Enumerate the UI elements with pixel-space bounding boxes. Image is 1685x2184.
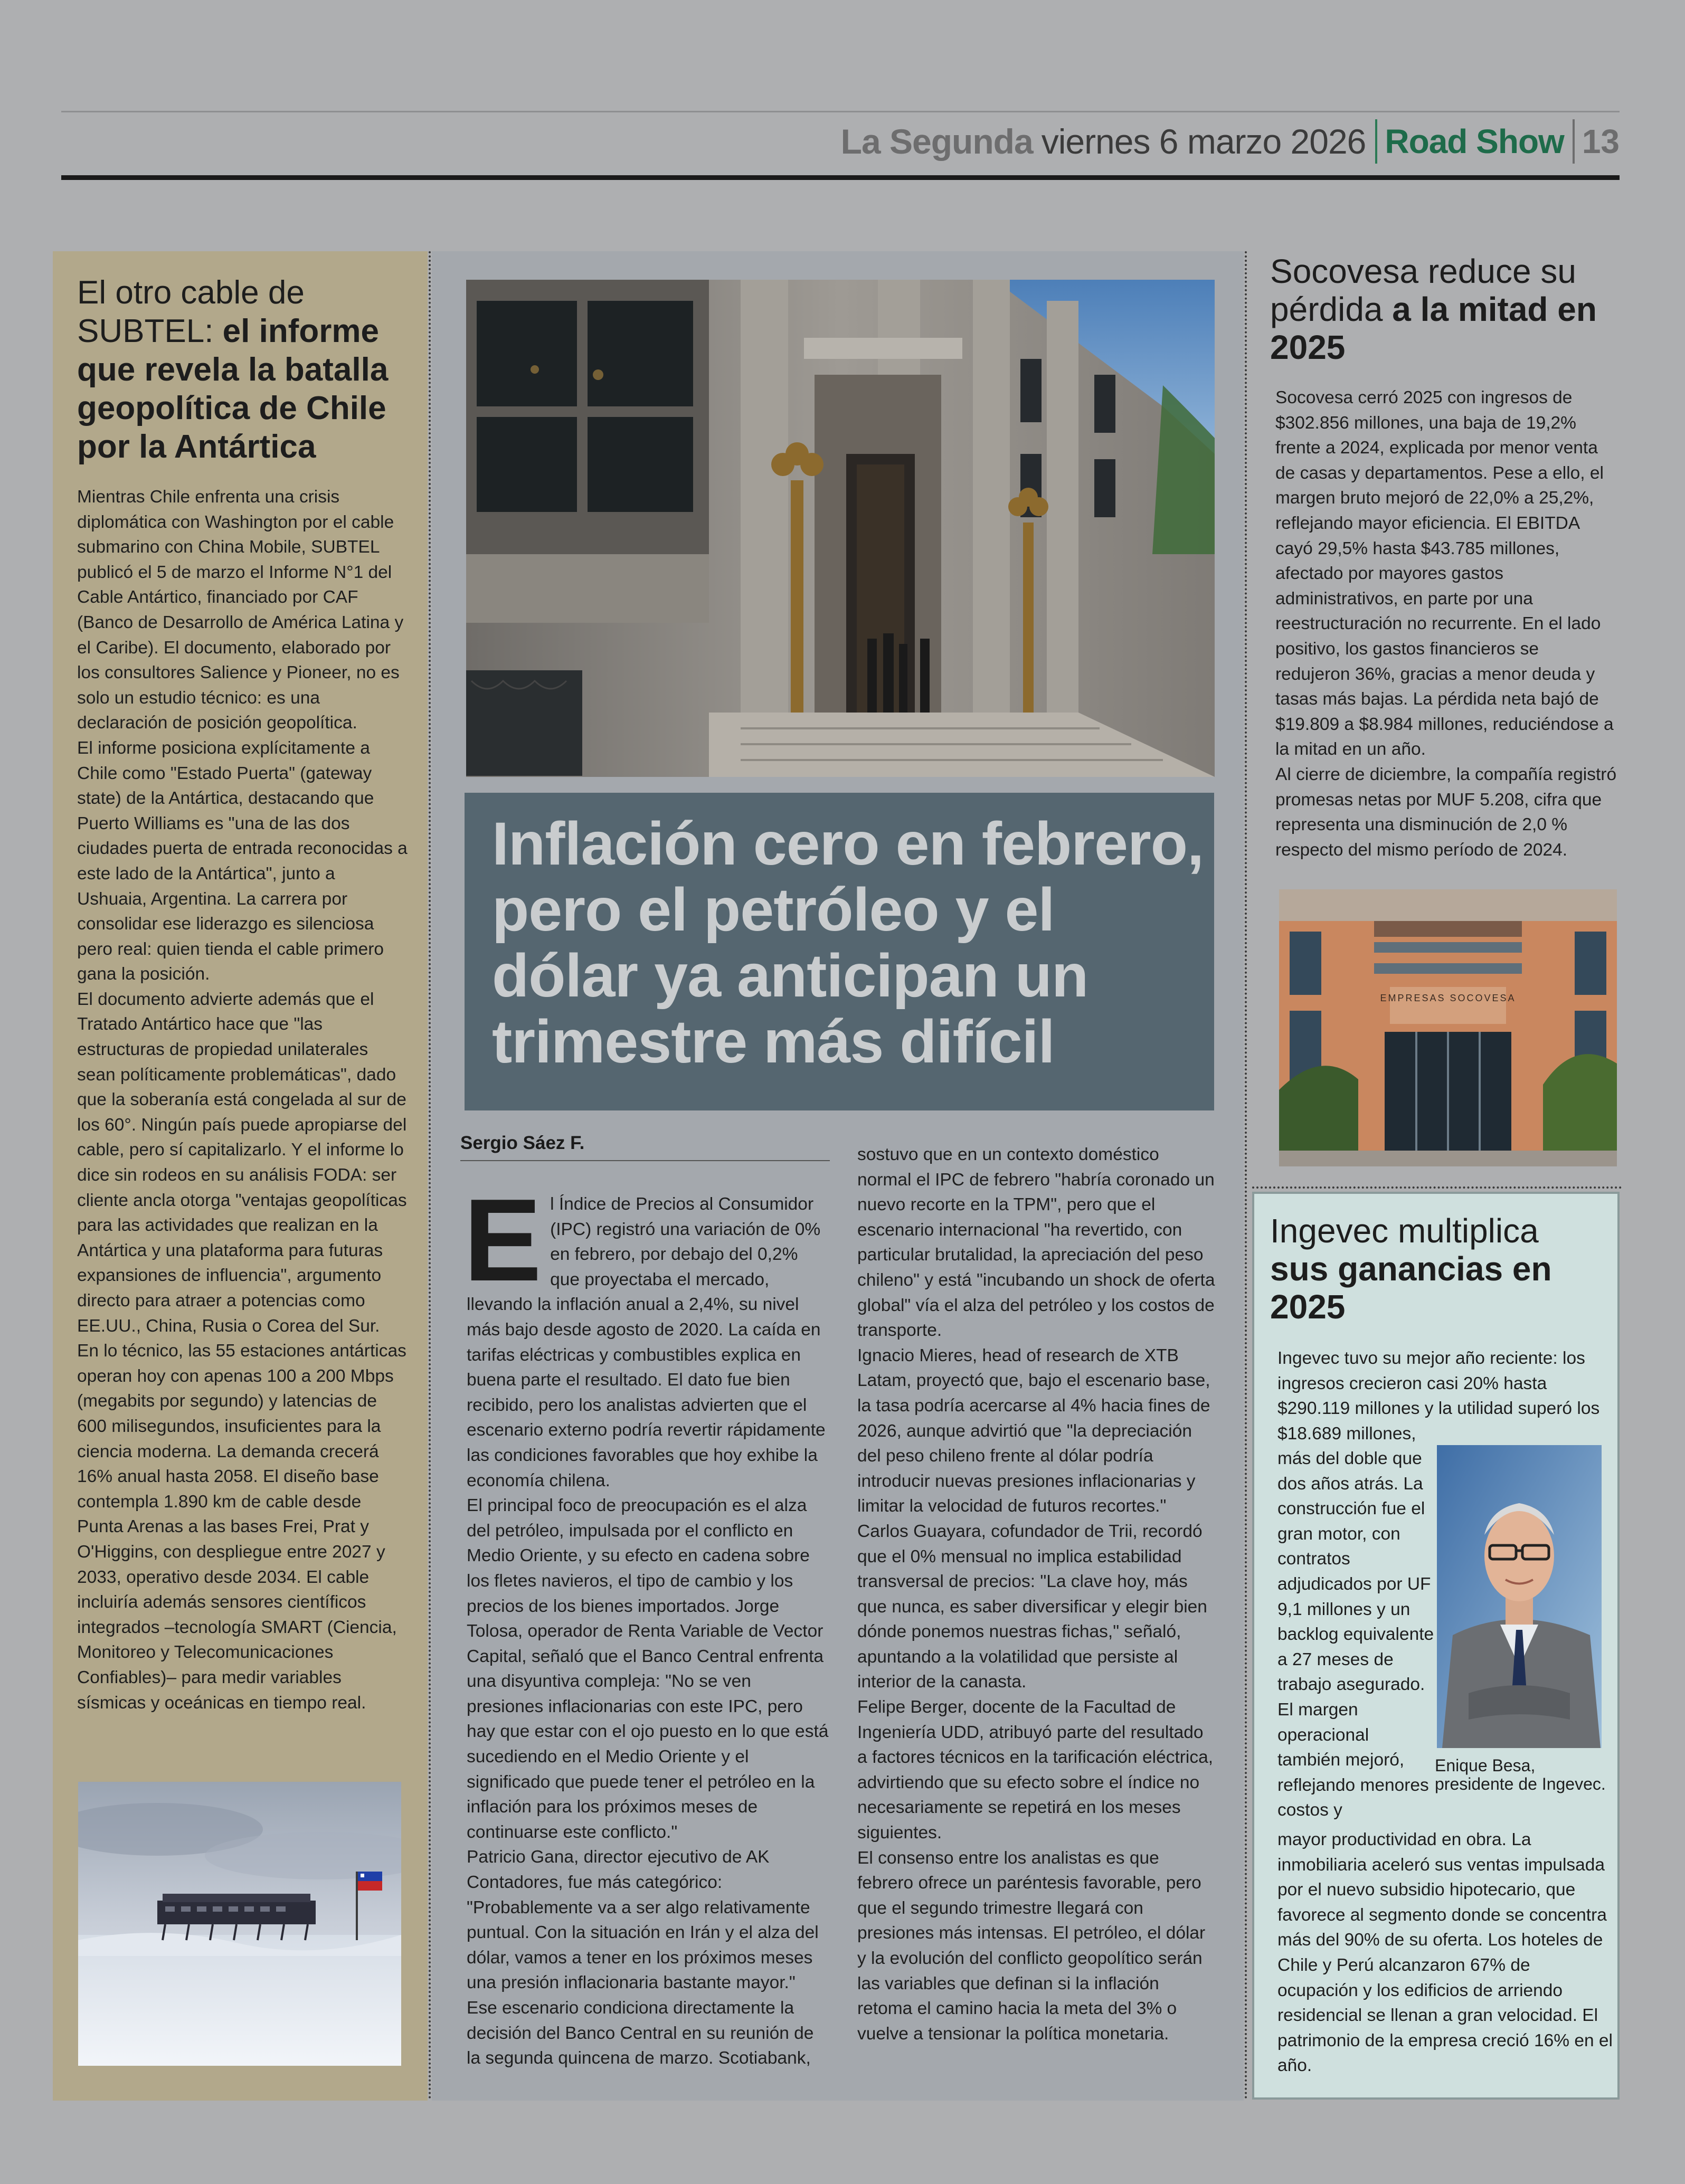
main-headline: Inflación cero en febrero, pero el petróleo y el dólar ya anticipan un trimestre más difícil	[492, 810, 1204, 1076]
paragraph: sostuvo que en un contexto doméstico normal el IPC de febrero "habría coronado un nuevo recorte en la TPM", pero que el escenario internacional "ha revertido, con particular brutalidad, la apreciación del peso chileno" y está "incubando un shock de oferta global" vía el alza del petróleo y los costos de transporte.	[857, 1145, 1215, 1341]
column-divider	[429, 251, 431, 2101]
header-divider	[1375, 119, 1377, 164]
paragraph: Carlos Guayara, cofundador de Trii, recordó que el 0% mensual no implica estabilidad transversal de precios: "La clave hoy, más que nunca, es saber diversificar y elegir bien dónde ponemos nuestras fichas," señaló, apuntando a la volatilidad que persiste al interior de la canasta.	[857, 1521, 1207, 1692]
header-top-rule	[61, 111, 1620, 112]
box-divider	[1252, 1186, 1622, 1189]
left-article-title	[77, 273, 415, 466]
header-divider	[1573, 119, 1575, 164]
section-name: Road Show	[1385, 122, 1564, 160]
socovesa-title-light: Socovesa reduce su pérdida	[1270, 252, 1576, 328]
paragraph: Socovesa cerró 2025 con ingresos de $302.856 millones, una baja de 19,2% frente a 2024, explicada por menor venta de casas y departamentos. Pese a ello, el margen bruto mejoró de 22,0% a 25,2%, reflejando mayor eficiencia. El EBITDA cayó 29,5% hasta $43.785 millones, afectado por mayores gastos administrativos, en parte por una reestructuración no recurrente. En el lado positivo, los gastos financieros se redujeron 36%, gracias a menor deuda y tasas más bajas. La pérdida neta bajó de $19.809 a $8.984 millones, reduciéndose a la mitad en un año.	[1275, 388, 1614, 759]
socovesa-body	[1275, 385, 1617, 862]
central-bank-building-photo	[466, 280, 1215, 777]
main-article-column-1	[463, 1175, 831, 2071]
paragraph: Mientras Chile enfrenta una crisis diplomática con Washington por el cable submarino con China Mobile, SUBTEL publicó el 5 de marzo el Informe N°1 del Cable Antártico, financiado por CAF (Banco de Desarrollo de América Latina y el Caribe). El documento, elaborado por los consultores Salience y Pioneer, no es solo un estudio técnico: es una declaración de posición geopolítica.	[77, 487, 404, 733]
column-divider	[1245, 251, 1247, 2101]
ingevec-title-bold: sus ganancias en 2025	[1270, 1250, 1552, 1326]
main-article-column-2	[857, 1142, 1216, 2046]
newspaper-name: La Segunda	[840, 122, 1033, 161]
paragraph: En lo técnico, las 55 estaciones antárticas operan hoy con apenas 100 a 200 Mbps (megabits por segundo) y latencias de 600 milisegundos, insuficientes para la ciencia moderna. La demanda crecerá 16% anual hasta 2058. El diseño base contempla 1.890 km de cable desde Punta Arenas a las bases Frei, Prat y O'Higgins, con despliegue entre 2027 y 2033, operativo desde 2034. El cable incluiría además sensores científicos integrados –tecnología SMART (Ciencia, Monitoreo y Telecomunicaciones Confiables)– para medir variables sísmicas y oceánicas en tiempo real.	[77, 1341, 406, 1713]
paragraph: Al cierre de diciembre, la compañía registró promesas netas por MUF 5.208, cifra que representa una disminución de 2,0 % respecto del mismo período de 2024.	[1275, 764, 1617, 860]
paragraph: Patricio Gana, director ejecutivo de AK Contadores, fue más categórico: "Probablemente va a ser algo relativamente puntual. Con la situación en Irán y el alza del dólar, vamos a tener en los próximos meses una presión inflacionaria bastante mayor."	[467, 1847, 819, 1993]
portrait-photo	[1437, 1445, 1602, 1748]
socovesa-building-photo	[1279, 889, 1617, 1166]
antarctic-station-photo	[78, 1782, 401, 2066]
ingevec-body-bottom: mayor productividad en obra. La inmobiliaria aceleró sus ventas impulsada por el nuevo subsidio hipotecario, que favorece al segmento donde se concentra más del 90% de su oferta. Los hoteles de Chile y Perú alcanzaron 67% de ocupación y los edificios de arriendo residencial se llenan a gran velocidad. El patrimonio de la empresa creció 16% en el año.	[1277, 1830, 1613, 2076]
byline-rule	[460, 1160, 830, 1161]
issue-date: viernes 6 marzo 2026	[1041, 122, 1366, 161]
left-article-body	[77, 485, 410, 1715]
paragraph: Ese escenario condiciona directamente la decisión del Banco Central en su reunión de la segunda quincena de marzo. Scotiabank,	[467, 1998, 814, 2068]
left-title-light: El otro cable de SUBTEL:	[77, 274, 305, 349]
paragraph: El documento advierte además que el Tratado Antártico hace que "las estructuras de propiedad unilaterales sean políticamente problemáticas", dado que la soberanía está congelada al sur de los 60°. Ningún país puede apropiarse del cable, pero sí capitalizarlo. Y el informe lo dice sin rodeos en su análisis FODA: ser cliente ancla otorga "ventajas geopolíticas para las actividades que realizan en la Antártica y una plataforma para futuras expansiones de influencia", argumento directo para atraer a potencias como EE.UU., China, Rusia o Corea del Sur.	[77, 989, 407, 1336]
paragraph: El consenso entre los analistas es que febrero ofrece un paréntesis favorable, pero que el segundo trimestre llegará con presiones más intensas. El petróleo, el dólar y la evolución del conflicto geopolítico serán las variables que definan si la inflación retoma el camino hacia la meta del 3% o vuelve a tensionar la política monetaria.	[857, 1848, 1206, 2044]
header-bottom-rule	[61, 175, 1620, 180]
paragraph: El principal foco de preocupación es el alza del petróleo, impulsada por el conflicto en Medio Oriente, y su efecto en cadena sobre los fletes navieros, el tipo de cambio y los precios de los bienes importados. Jorge Tolosa, operador de Renta Variable de Vector Capital, señaló que el Banco Central enfrenta una disyuntiva compleja: "No se ven presiones inflacionarias con este IPC, pero hay que estar con el ojo puesto en lo que está sucediendo en el Medio Oriente y el significado que puede tener el petróleo en la inflación para los próximos meses de continuarse este conflicto."	[467, 1496, 829, 1842]
ingevec-title-light: Ingevec multiplica	[1270, 1212, 1539, 1250]
left-title-bold: el informe que revela la batalla geopolítica de Chile por la Antártica	[77, 313, 389, 465]
socovesa-sign: EMPRESAS SOCOVESA	[1380, 993, 1516, 1003]
ingevec-title	[1270, 1212, 1608, 1326]
page-header	[61, 115, 1620, 168]
page-number: 13	[1582, 122, 1620, 160]
paragraph: Felipe Berger, docente de la Facultad de Ingeniería UDD, atribuyó parte del resultado a factores técnicos en la tarificación eléctrica, advirtiendo que su efecto sobre el índice no necesariamente se repetirá en los meses siguientes.	[857, 1697, 1214, 1843]
socovesa-title	[1270, 252, 1618, 366]
paragraph: l Índice de Precios al Consumidor (IPC) registró una variación de 0% en febrero, por debajo del 0,2% que proyectaba el mercado, llevando la inflación anual a 2,4%, su nivel más bajo desde agosto de 2020. La caída en tarifas eléctricas y combustibles explica en buena parte el resultado. El dato fue bien recibido, pero los analistas advierten que el escenario externo podría revertir rápidamente las condiciones favorables que hoy exhibe la economía chilena.	[467, 1194, 826, 1490]
byline: Sergio Sáez F.	[460, 1133, 585, 1153]
paragraph: El informe posiciona explícitamente a Chile como "Estado Puerta" (gateway state) de la Antártica, destacando que Puerto Williams es "una de las dos ciudades puerta de entrada reconocidas a este lado de la Antártica", junto a Ushuaia, Argentina. La carrera por consolidar ese liderazgo es silenciosa pero real: quien tienda el cable primero gana la posición.	[77, 738, 408, 984]
ingevec-body-narrow: más del doble que dos años atrás. La construcción fue el gran motor, con contratos adjudicados por UF 9,1 millones y un backlog equivalente a 27 meses de trabajo asegurado. El margen operacional también mejoró, reflejando menores costos y	[1277, 1449, 1434, 1820]
paragraph: Ignacio Mieres, head of research de XTB Latam, proyectó que, bajo el escenario base, la tasa podría acercarse al 4% hacia fines de 2026, aunque advirtió que "la depreciación del peso chileno frente al dólar podría introducir nuevas presiones inflacionarias y limitar la velocidad de futuros recortes."	[857, 1345, 1210, 1516]
drop-cap: E	[463, 1175, 542, 1306]
portrait-caption: Enique Besa, presidente de Ingevec.	[1435, 1756, 1606, 1793]
ingevec-body-top: Ingevec tuvo su mejor año reciente: los ingresos crecieron casi 20% hasta $290.119 millones y la utilidad superó los $18.689 millones,	[1277, 1349, 1600, 1444]
socovesa-title-bold: a la mitad en 2025	[1270, 290, 1597, 366]
